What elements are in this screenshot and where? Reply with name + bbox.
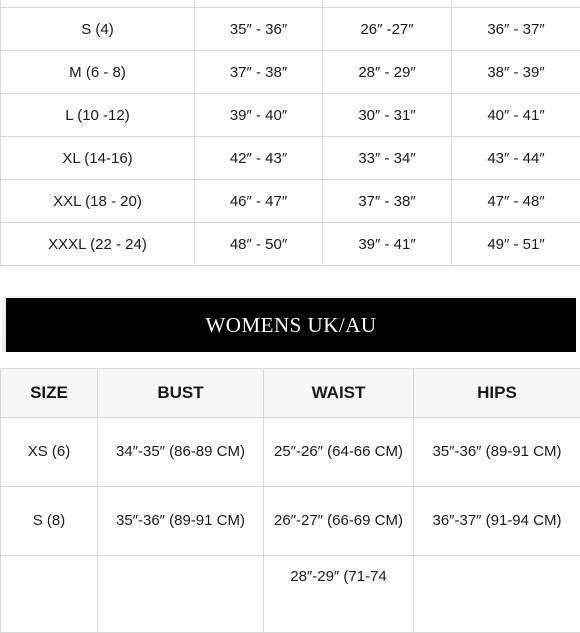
table-row (1, 418, 580, 487)
bust-cell: 46″ - 47″ (195, 180, 323, 223)
size-cell: S (8) (1, 487, 98, 556)
bust-cell (195, 0, 323, 8)
table-row (1, 8, 580, 51)
waist-cell: 25″-26″ (64-66 CM) (264, 418, 414, 487)
hips-cell: 47″ - 48″ (452, 180, 580, 223)
hips-cell (414, 556, 580, 633)
us-size-table (0, 0, 580, 266)
column-header-waist: WAIST (264, 369, 414, 418)
column-header-hips: HIPS (414, 369, 580, 418)
waist-cell: 37″ - 38″ (323, 180, 452, 223)
hips-cell: 36″-37″ (91-94 CM) (414, 487, 580, 556)
waist-cell: 26″-27″ (66-69 CM) (264, 487, 414, 556)
size-cell: XXXL (22 - 24) (1, 223, 195, 266)
waist-cell (323, 0, 452, 8)
hips-cell (452, 0, 580, 8)
hips-cell: 35″-36″ (89-91 CM) (414, 418, 580, 487)
uk-size-table (0, 368, 580, 633)
hips-cell: 43″ - 44″ (452, 137, 580, 180)
table-row (1, 0, 580, 8)
waist-cell: 39″ - 41″ (323, 223, 452, 266)
bust-cell: 37″ - 38″ (195, 51, 323, 94)
waist-cell: 28″ - 29″ (323, 51, 452, 94)
table-header-row (1, 369, 580, 418)
bust-cell: 39″ - 40″ (195, 94, 323, 137)
bust-cell: 35″ - 36″ (195, 8, 323, 51)
table-row (1, 137, 580, 180)
waist-cell: 30″ - 31″ (323, 94, 452, 137)
table-row (1, 223, 580, 266)
waist-cell: 28″-29″ (71-74 (264, 556, 414, 633)
hips-cell: 38″ - 39″ (452, 51, 580, 94)
size-cell: XL (14-16) (1, 137, 195, 180)
waist-cell: 33″ - 34″ (323, 137, 452, 180)
size-cell (1, 0, 195, 8)
column-header-bust: BUST (98, 369, 264, 418)
section-title: WOMENS UK/AU (6, 298, 576, 352)
table-row (1, 180, 580, 223)
size-cell: XXL (18 - 20) (1, 180, 195, 223)
table-row (1, 556, 580, 633)
hips-cell: 49″ - 51″ (452, 223, 580, 266)
bust-cell: 35″-36″ (89-91 CM) (98, 487, 264, 556)
size-cell: S (4) (1, 8, 195, 51)
table-row (1, 487, 580, 556)
section-header (6, 298, 576, 352)
bust-cell: 48″ - 50″ (195, 223, 323, 266)
bust-cell: 34″-35″ (86-89 CM) (98, 418, 264, 487)
hips-cell: 40″ - 41″ (452, 94, 580, 137)
size-cell: M (6 - 8) (1, 51, 195, 94)
size-cell: XS (6) (1, 418, 98, 487)
column-header-size: SIZE (1, 369, 98, 418)
hips-cell: 36″ - 37″ (452, 8, 580, 51)
table-row (1, 51, 580, 94)
waist-cell: 26″ -27″ (323, 8, 452, 51)
size-cell (1, 556, 98, 633)
bust-cell: 42″ - 43″ (195, 137, 323, 180)
table-row (1, 94, 580, 137)
bust-cell (98, 556, 264, 633)
size-cell: L (10 -12) (1, 94, 195, 137)
